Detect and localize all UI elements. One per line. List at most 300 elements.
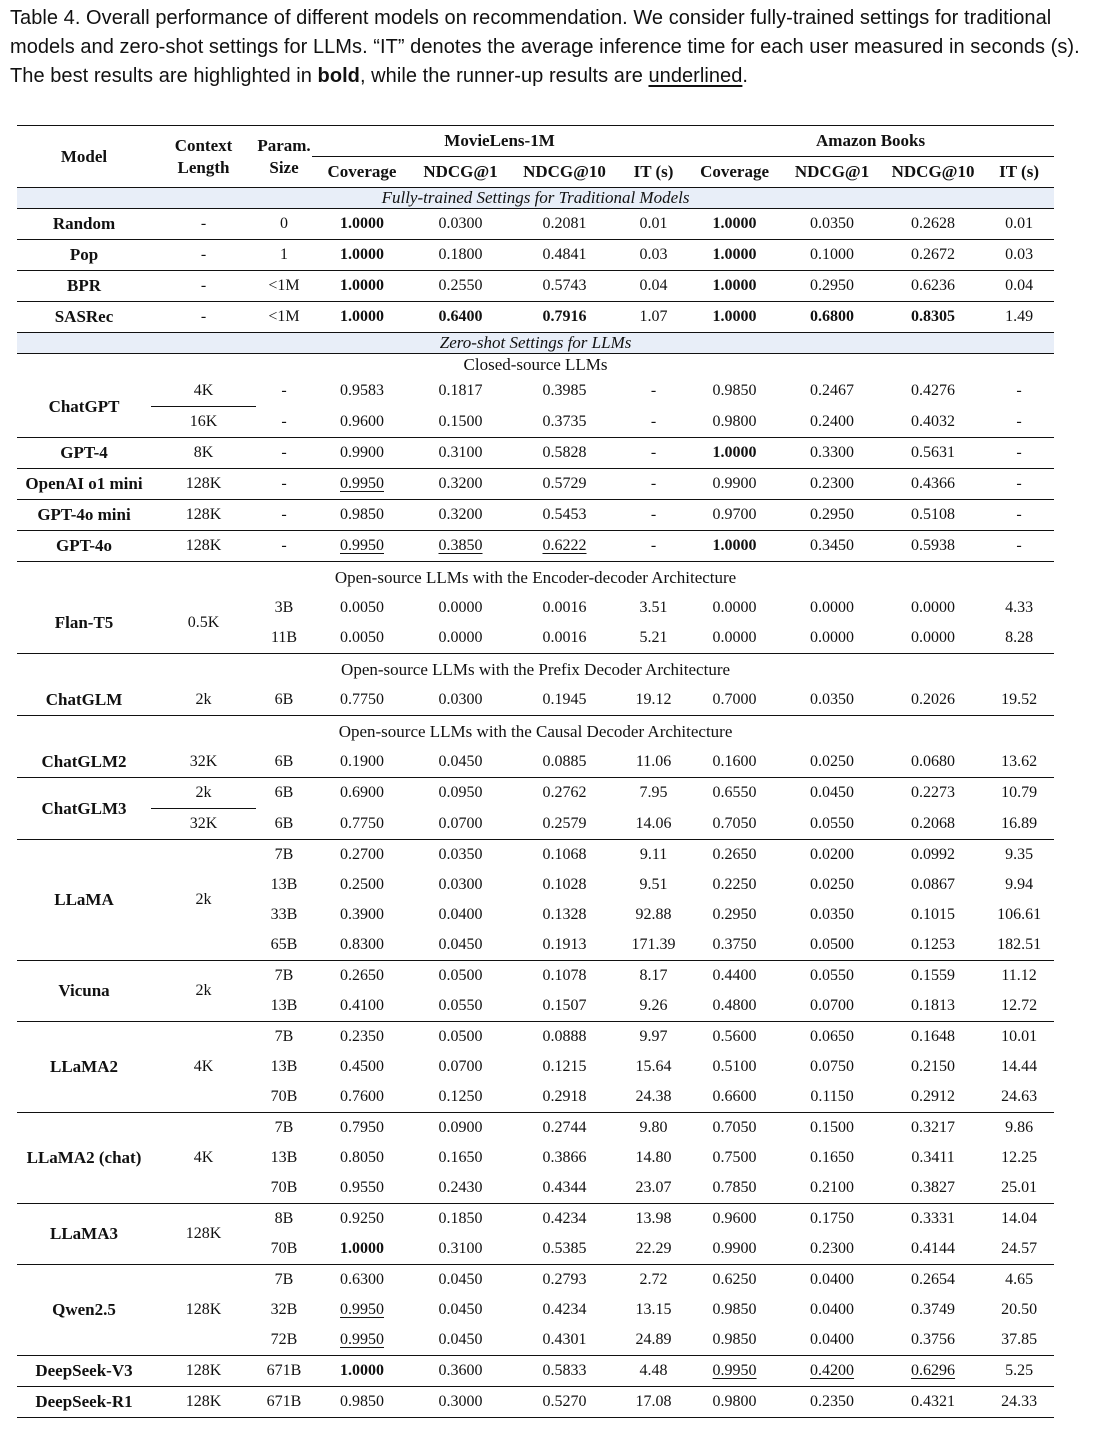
metric-cell	[412, 407, 509, 438]
metric-cell	[687, 593, 782, 623]
metric-value: 0.8305	[911, 308, 956, 325]
metric-value: 13.15	[635, 1301, 672, 1318]
metric-cell	[782, 1022, 882, 1053]
metric-cell	[620, 469, 687, 500]
metric-value: 37.85	[1001, 1331, 1038, 1348]
metric-cell	[312, 1022, 412, 1053]
metric-cell	[782, 1052, 882, 1082]
context-length-cell: 128K	[185, 506, 222, 523]
metric-cell	[412, 240, 509, 271]
metric-value: 0.0000	[438, 599, 483, 616]
metric-cell	[412, 623, 509, 654]
metric-cell	[620, 271, 687, 302]
metric-value: 0.1850	[438, 1210, 483, 1227]
metric-cell	[984, 685, 1054, 716]
model-name-cell: Random	[52, 214, 116, 233]
caption-text: Table 4. Overall performance of different models on recommendation. We consider fully-trained settings for traditional models and zero-shot settings for LLMs. “IT” denotes the average inference time for each user measured in seconds (s). The best results are highlighted in	[10, 7, 1080, 87]
metric-value: 0.9950	[340, 1301, 384, 1318]
metric-cell	[509, 271, 620, 302]
metric-cell	[312, 1173, 412, 1204]
metric-value: 0.3749	[911, 1301, 956, 1318]
metric-cell	[984, 407, 1054, 438]
metric-value: 0.0350	[438, 846, 483, 863]
metric-value: 0.2400	[810, 412, 855, 430]
metric-cell	[620, 840, 687, 871]
metric-value: 0.1215	[542, 1058, 587, 1075]
model-name-cell: LLaMA2	[50, 1057, 118, 1076]
context-length-cell: 128K	[185, 475, 222, 492]
metric-cell	[509, 1325, 620, 1356]
metric-value: 24.63	[1001, 1088, 1038, 1105]
metric-value: 0.0650	[810, 1028, 855, 1045]
metric-value: 0.3985	[542, 382, 587, 400]
metric-cell	[782, 376, 882, 407]
metric-cell	[312, 302, 412, 333]
metric-value: 0.4301	[542, 1331, 587, 1348]
table-row	[17, 500, 1054, 531]
metric-value: 1.0000	[712, 246, 757, 263]
metric-value: -	[650, 506, 657, 523]
metric-cell	[620, 376, 687, 407]
param-size-cell: -	[281, 537, 287, 554]
param-size-cell: 6B	[274, 784, 294, 802]
metric-value: 0.3200	[438, 506, 483, 523]
metric-value: 0.3750	[712, 936, 757, 953]
metric-cell	[882, 1082, 984, 1113]
metric-value: 0.1600	[712, 753, 757, 770]
metric-cell	[984, 1234, 1054, 1265]
metric-cell	[620, 870, 687, 900]
caption-underline-word: underlined	[648, 65, 743, 87]
metric-value: 0.0300	[438, 691, 483, 708]
metric-cell	[782, 870, 882, 900]
caption-text-3: .	[742, 65, 749, 87]
metric-value: 0.8300	[340, 936, 384, 953]
metric-cell	[882, 1204, 984, 1235]
context-length-cell: -	[200, 308, 207, 325]
metric-value: -	[1016, 537, 1022, 554]
param-size-cell: -	[281, 382, 287, 400]
param-size-cell: 3B	[274, 599, 294, 616]
param-size-cell: 6B	[274, 753, 294, 770]
metric-value: 171.39	[631, 936, 676, 953]
metric-cell	[687, 531, 782, 562]
metric-value: 0.0000	[810, 599, 855, 616]
param-size-cell: 7B	[274, 1028, 294, 1045]
metric-cell	[312, 961, 412, 992]
metric-cell	[412, 1265, 509, 1296]
metric-value: 14.04	[1001, 1210, 1038, 1227]
model-name-cell: DeepSeek-V3	[35, 1361, 133, 1380]
metric-cell	[882, 1173, 984, 1204]
metric-cell	[312, 809, 412, 840]
metric-value: 0.5100	[712, 1058, 757, 1075]
metric-value: 0.04	[1005, 277, 1034, 294]
metric-value: 0.0300	[438, 215, 483, 232]
metric-value: 13.98	[635, 1210, 672, 1227]
metric-cell	[984, 778, 1054, 809]
metric-value: 24.33	[1001, 1393, 1038, 1410]
metric-value: 14.44	[1001, 1058, 1038, 1075]
metric-value: 0.3411	[911, 1149, 955, 1166]
metric-value: 1.0000	[340, 1240, 384, 1257]
context-length-cell: 128K	[185, 1362, 222, 1379]
metric-cell	[882, 1113, 984, 1144]
metric-value: 0.6222	[542, 537, 587, 554]
metric-cell	[312, 1113, 412, 1144]
metric-value: 0.4234	[542, 1210, 587, 1227]
metric-cell	[312, 1143, 412, 1173]
metric-value: 0.9950	[340, 1331, 384, 1348]
metric-cell	[312, 747, 412, 778]
context-length-cell: 128K	[185, 1393, 222, 1410]
metric-value: 0.03	[639, 246, 668, 263]
metric-cell	[782, 991, 882, 1022]
metric-cell	[412, 1356, 509, 1387]
metric-cell	[412, 1204, 509, 1235]
metric-value: 0.0016	[542, 599, 587, 616]
metric-cell	[687, 778, 782, 809]
metric-value: 0.2700	[340, 846, 384, 863]
header-context-length: Context Length	[174, 135, 233, 177]
metric-value: 0.1000	[810, 246, 855, 263]
subsection-header-row	[17, 716, 1054, 748]
metric-value: 0.4800	[712, 997, 757, 1014]
model-name-cell: LLaMA	[54, 890, 114, 909]
metric-value: 0.9550	[340, 1179, 384, 1196]
table-row	[17, 407, 1054, 438]
metric-value: 0.6900	[340, 784, 384, 802]
metric-value: 1.0000	[340, 246, 384, 263]
metric-value: 0.9950	[340, 537, 384, 554]
metric-cell	[509, 1143, 620, 1173]
metric-value: 24.89	[635, 1331, 672, 1348]
metric-cell	[509, 1295, 620, 1325]
metric-value: 9.80	[639, 1119, 668, 1136]
metric-value: 23.07	[635, 1179, 672, 1196]
metric-cell	[984, 870, 1054, 900]
metric-cell	[509, 1265, 620, 1296]
metric-cell	[984, 1082, 1054, 1113]
param-size-cell: 13B	[270, 997, 298, 1014]
metric-cell	[620, 778, 687, 809]
metric-cell	[509, 747, 620, 778]
metric-value: 0.0000	[712, 629, 757, 646]
metric-cell	[687, 809, 782, 840]
metric-value: 0.1500	[438, 412, 483, 430]
metric-value: 0.2762	[542, 784, 587, 802]
param-size-cell: 33B	[270, 906, 298, 923]
subsection-title: Open-source LLMs with the Causal Decoder Architecture	[338, 721, 733, 741]
metric-value: 0.0888	[542, 1028, 587, 1045]
model-name-cell: LLaMA2 (chat)	[26, 1148, 142, 1167]
metric-cell	[782, 1082, 882, 1113]
metric-cell	[687, 1204, 782, 1235]
metric-value: 0.0016	[542, 629, 587, 646]
metric-value: 0.4032	[911, 412, 956, 430]
metric-cell	[412, 376, 509, 407]
metric-value: 0.0750	[810, 1058, 855, 1075]
metric-value: 22.29	[635, 1240, 672, 1257]
header-param-size: Param. Size	[257, 135, 311, 177]
metric-value: 0.0000	[911, 599, 956, 616]
metric-value: 0.01	[639, 215, 668, 232]
metric-value: 0.0450	[810, 784, 855, 802]
metric-cell	[509, 1082, 620, 1113]
context-length-cell: 32K	[189, 815, 218, 832]
param-size-cell: 72B	[270, 1331, 298, 1348]
metric-cell	[687, 1022, 782, 1053]
metric-value: 0.7916	[542, 308, 587, 325]
metric-value: -	[1016, 506, 1022, 523]
metric-cell	[620, 1204, 687, 1235]
param-size-cell: -	[281, 506, 287, 523]
metric-cell	[312, 870, 412, 900]
metric-value: 0.4400	[712, 967, 757, 984]
metric-value: -	[650, 475, 657, 492]
metric-cell	[412, 809, 509, 840]
metric-cell	[687, 1356, 782, 1387]
metric-value: 0.0500	[810, 936, 855, 953]
metric-value: 0.9900	[712, 475, 757, 492]
metric-value: 25.01	[1001, 1179, 1038, 1196]
metric-cell	[687, 469, 782, 500]
metric-value: 11.12	[1001, 967, 1037, 984]
metric-value: 1.07	[639, 308, 668, 325]
metric-cell	[782, 1143, 882, 1173]
metric-value: 0.1150	[810, 1088, 854, 1105]
metric-cell	[312, 500, 412, 531]
header-metric: NDCG@1	[794, 162, 870, 181]
metric-cell	[984, 531, 1054, 562]
metric-cell	[620, 900, 687, 930]
metric-cell	[687, 930, 782, 961]
metric-value: 0.7950	[340, 1119, 384, 1136]
context-length-cell: 16K	[189, 413, 218, 430]
metric-cell	[882, 1022, 984, 1053]
metric-cell	[620, 809, 687, 840]
metric-cell	[312, 407, 412, 438]
metric-cell	[312, 991, 412, 1022]
metric-value: 1.0000	[712, 444, 757, 461]
param-size-cell: 32B	[270, 1301, 298, 1318]
metric-cell	[509, 438, 620, 469]
metric-cell	[782, 747, 882, 778]
metric-cell	[620, 438, 687, 469]
metric-value: 1.0000	[712, 308, 757, 325]
metric-cell	[984, 469, 1054, 500]
metric-cell	[984, 1143, 1054, 1173]
metric-cell	[782, 809, 882, 840]
metric-cell	[509, 1052, 620, 1082]
metric-cell	[984, 1356, 1054, 1387]
metric-cell	[509, 991, 620, 1022]
metric-value: 0.3850	[438, 537, 483, 554]
metric-cell	[509, 623, 620, 654]
metric-value: 0.2250	[712, 876, 757, 893]
metric-value: 14.06	[635, 814, 672, 832]
metric-cell	[782, 531, 882, 562]
metric-cell	[620, 1356, 687, 1387]
metric-value: 0.1500	[810, 1119, 855, 1136]
metric-cell	[882, 240, 984, 271]
metric-value: 1.0000	[712, 537, 757, 554]
metric-value: 10.01	[1001, 1028, 1038, 1045]
metric-value: 24.38	[635, 1088, 672, 1105]
metric-cell	[782, 500, 882, 531]
metric-value: 9.35	[1005, 846, 1034, 863]
metric-cell	[312, 1234, 412, 1265]
metric-value: 0.7600	[340, 1088, 384, 1105]
metric-value: -	[1016, 444, 1022, 461]
metric-value: 0.0992	[911, 846, 956, 863]
metric-cell	[984, 302, 1054, 333]
metric-cell	[312, 1082, 412, 1113]
metric-value: 5.21	[639, 629, 668, 646]
metric-cell	[620, 685, 687, 716]
metric-value: 9.97	[639, 1028, 668, 1045]
metric-cell	[620, 209, 687, 240]
param-size-cell: 1	[280, 246, 288, 263]
metric-value: 0.5270	[542, 1393, 587, 1410]
metric-value: 12.72	[1001, 997, 1038, 1014]
param-size-cell: 7B	[274, 1119, 294, 1136]
metric-value: 0.0400	[810, 1331, 855, 1348]
metric-cell	[782, 961, 882, 992]
metric-cell	[687, 623, 782, 654]
metric-cell	[412, 469, 509, 500]
context-length-cell: 32K	[189, 753, 218, 770]
metric-cell	[984, 1173, 1054, 1204]
metric-value: 0.0350	[810, 215, 855, 232]
metric-value: 0.2918	[542, 1088, 587, 1105]
metric-value: 0.1817	[438, 382, 483, 400]
metric-value: 0.1078	[542, 967, 587, 984]
metric-cell	[620, 240, 687, 271]
metric-cell	[412, 900, 509, 930]
metric-cell	[782, 1113, 882, 1144]
param-size-cell: <1M	[268, 277, 300, 294]
metric-value: 0.0300	[438, 876, 483, 893]
metric-cell	[620, 593, 687, 623]
subsection-title: Closed-source LLMs	[463, 355, 608, 374]
metric-value: 0.3100	[438, 1240, 483, 1257]
metric-value: 0.1913	[542, 936, 587, 953]
param-size-cell: 7B	[274, 967, 294, 984]
table-row	[17, 1356, 1054, 1387]
param-size-cell: 13B	[270, 1149, 298, 1166]
metric-cell	[620, 1052, 687, 1082]
param-size-cell: 70B	[270, 1088, 298, 1105]
table-row	[17, 840, 1054, 871]
metric-value: 0.1900	[340, 753, 384, 770]
metric-value: 0.0000	[911, 629, 956, 646]
metric-value: 0.5453	[542, 506, 587, 523]
metric-cell	[412, 870, 509, 900]
metric-value: 0.0000	[712, 599, 757, 616]
param-size-cell: 7B	[274, 1271, 294, 1288]
context-length-cell: -	[200, 246, 207, 263]
metric-cell	[509, 685, 620, 716]
metric-value: 0.2672	[911, 246, 956, 263]
metric-value: 0.0000	[438, 629, 483, 646]
metric-value: 0.1328	[542, 906, 587, 923]
table-row	[17, 593, 1054, 623]
metric-value: 0.5600	[712, 1028, 757, 1045]
metric-cell	[312, 531, 412, 562]
metric-value: 0.0450	[438, 1271, 483, 1288]
param-size-cell: 65B	[270, 936, 298, 953]
metric-value: 19.52	[1001, 691, 1038, 708]
context-length-cell: 4K	[193, 1149, 214, 1166]
metric-value: 0.9900	[712, 1240, 757, 1257]
metric-cell	[620, 1143, 687, 1173]
metric-value: 0.2579	[542, 814, 587, 832]
metric-value: 17.08	[635, 1393, 672, 1410]
metric-value: 1.0000	[340, 215, 384, 232]
metric-value: 0.4841	[542, 246, 587, 263]
metric-cell	[620, 930, 687, 961]
metric-cell	[984, 840, 1054, 871]
header-row-datasets	[17, 126, 1054, 157]
table-row	[17, 376, 1054, 407]
metric-cell	[509, 376, 620, 407]
metric-cell	[312, 930, 412, 961]
metric-value: 0.9700	[712, 506, 757, 523]
metric-cell	[687, 376, 782, 407]
metric-cell	[412, 1325, 509, 1356]
metric-cell	[687, 991, 782, 1022]
metric-cell	[509, 469, 620, 500]
metric-cell	[687, 840, 782, 871]
metric-cell	[984, 747, 1054, 778]
metric-value: 0.0400	[810, 1301, 855, 1318]
metric-value: 0.0050	[340, 599, 384, 616]
metric-cell	[882, 1295, 984, 1325]
metric-value: 0.5729	[542, 475, 587, 492]
metric-value: 0.6800	[810, 308, 855, 325]
metric-cell	[509, 870, 620, 900]
metric-value: 0.5833	[542, 1362, 587, 1379]
metric-cell	[412, 1082, 509, 1113]
metric-value: 0.7750	[340, 814, 384, 832]
metric-value: 0.0350	[810, 906, 855, 923]
metric-value: 0.1750	[810, 1210, 855, 1227]
param-size-cell: 11B	[270, 629, 298, 646]
metric-cell	[509, 531, 620, 562]
metric-cell	[687, 1052, 782, 1082]
metric-cell	[312, 840, 412, 871]
metric-value: 0.7000	[712, 691, 757, 708]
metric-cell	[620, 1387, 687, 1418]
metric-value: 0.5938	[911, 537, 956, 554]
metric-cell	[509, 930, 620, 961]
param-size-cell: 671B	[266, 1393, 302, 1410]
metric-cell	[782, 778, 882, 809]
model-name-cell: GPT-4o mini	[37, 505, 131, 524]
param-size-cell: 6B	[274, 814, 294, 832]
metric-cell	[412, 961, 509, 992]
metric-value: 3.51	[639, 599, 668, 616]
model-name-cell: LLaMA3	[50, 1224, 118, 1243]
metric-value: 0.2300	[810, 475, 855, 492]
metric-cell	[782, 1265, 882, 1296]
table-row	[17, 531, 1054, 562]
metric-cell	[509, 1022, 620, 1053]
metric-value: 12.25	[1001, 1149, 1038, 1166]
metric-cell	[412, 302, 509, 333]
param-size-cell: 8B	[274, 1210, 294, 1227]
